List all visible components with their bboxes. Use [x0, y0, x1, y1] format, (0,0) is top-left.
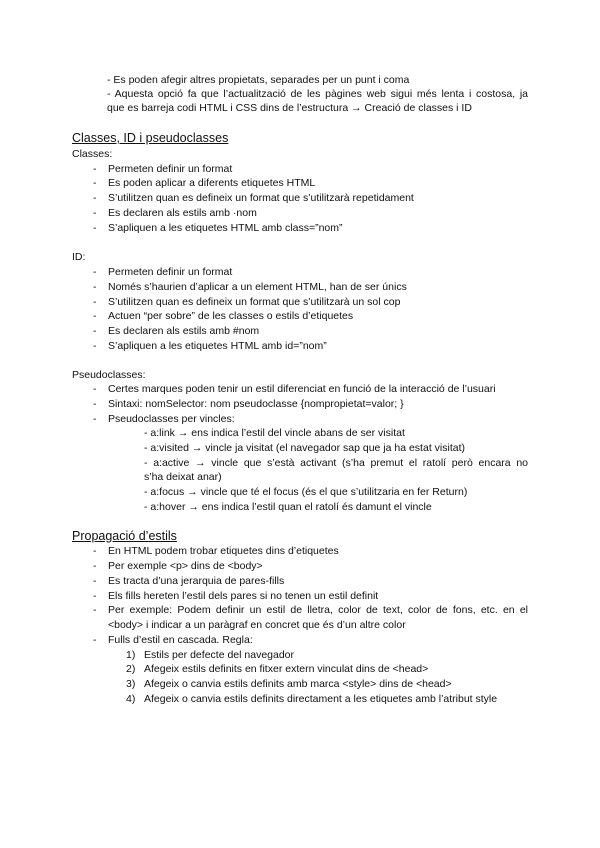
bullet-dash: - — [93, 398, 97, 410]
bullet-dash: - — [93, 604, 97, 616]
bullet-dash: - — [93, 207, 97, 219]
bullet-dash: - — [93, 325, 97, 337]
bullet-dash: - — [93, 296, 97, 308]
id-label: ID: — [72, 251, 86, 263]
bullet-dash: - — [93, 383, 97, 395]
bullet-dash: - — [93, 310, 97, 322]
sub-item-active-cont: s’ha deixat anar) — [144, 471, 222, 483]
bullet-dash: - — [93, 560, 97, 572]
sub-item-hover: - a:hover → ens indica l’estil quan el ratolí és damunt el vincle — [144, 501, 432, 513]
section-title-classes-id: Classes, ID i pseudoclasses — [72, 131, 229, 145]
intro-line-3: que es barreja codi HTML i CSS dins de l’estructura → Creació de classes i ID — [107, 102, 472, 114]
intro-line-1: - Es poden afegir altres propietats, separades per un punt i coma — [107, 74, 410, 86]
bullet-dash: - — [93, 266, 97, 278]
bullet-dash: - — [93, 340, 97, 352]
bullet-dash: - — [93, 281, 97, 293]
bullet-dash: - — [93, 634, 97, 646]
bullet-dash: - — [93, 575, 97, 587]
bullet-dash: - — [93, 222, 97, 234]
bullet-dash: - — [93, 413, 97, 425]
sub-item-visited: - a:visited → vincle ja visitat (el navegador sap que ja ha estat visitat) — [144, 442, 465, 454]
sub-item-active: - a:active → vincle que s’està activant (s’ha premut el ratolí però encara no — [144, 457, 528, 469]
sub-item-focus: - a:focus → vincle que té el focus (és el que s’utilitzaria en fer Return) — [144, 486, 468, 498]
bullet-dash: - — [93, 192, 97, 204]
pseudoclasses-label: Pseudoclasses: — [72, 369, 146, 381]
bullet-dash: - — [93, 545, 97, 557]
classes-label: Classes: — [72, 148, 113, 160]
bullet-dash: - — [93, 590, 97, 602]
bullet-dash: - — [93, 163, 97, 175]
section-title-propagation: Propagació d’estils — [72, 529, 177, 543]
intro-line-2: - Aquesta opció fa que l’actualització de les pàgines web sigui més lenta i costosa, ja — [107, 88, 528, 100]
list-item-cont: <body> i indicar a un paràgraf en concret que és d’un altre color — [108, 619, 406, 631]
sub-item-link: - a:link → ens indica l’estil del vincle abans de ser visitat — [144, 427, 405, 439]
bullet-dash: - — [93, 177, 97, 189]
